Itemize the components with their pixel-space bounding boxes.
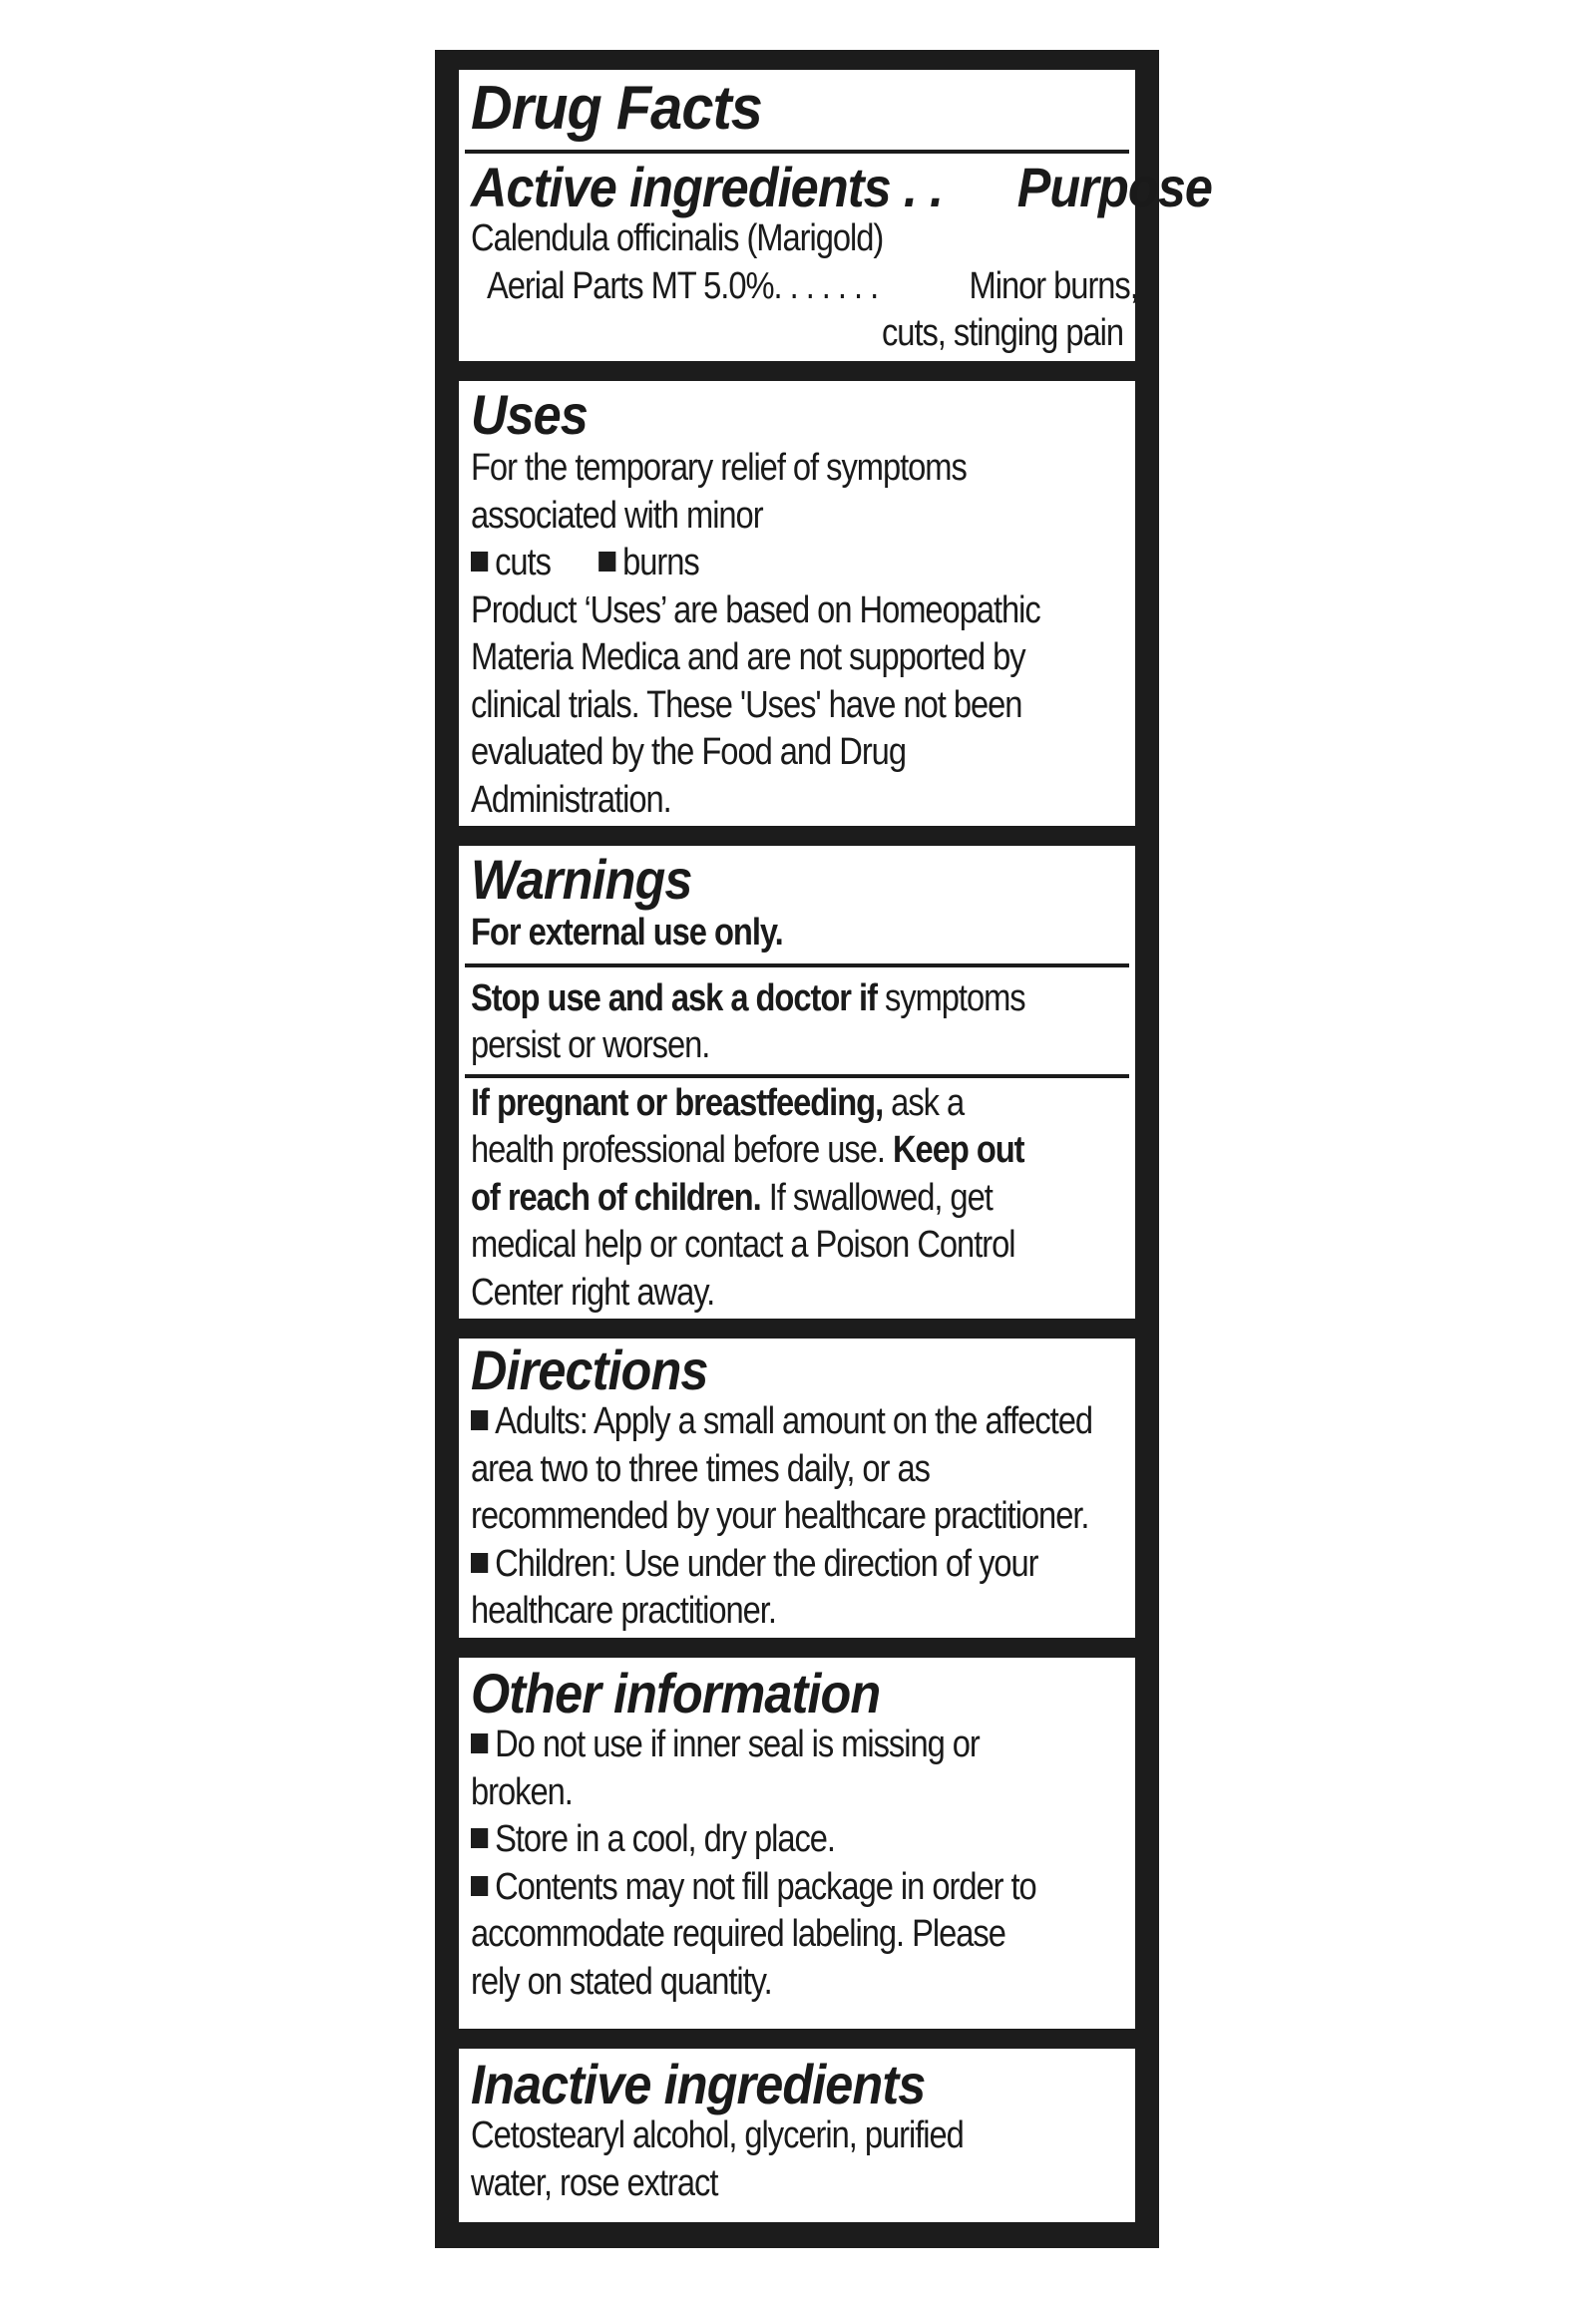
- warnings-panel: [459, 846, 1135, 1319]
- bullet-icon: [471, 1733, 488, 1753]
- purpose-line-2: cuts, stinging pain: [882, 312, 1123, 354]
- uses-heading: Uses: [471, 383, 588, 446]
- pregnancy-line-3: of reach of children. If swallowed, get: [471, 1176, 993, 1219]
- bullet-icon: [471, 1410, 488, 1430]
- uses-note-line: Materia Medica and are not supported by: [471, 636, 1025, 678]
- pregnancy-line: If pregnant or breastfeeding, ask a: [471, 1081, 965, 1124]
- other-information-panel: [459, 1658, 1135, 2029]
- uses-note-line: clinical trials. These 'Uses' have not been: [471, 683, 1022, 726]
- other-line: accommodate required labeling. Please: [471, 1913, 1005, 1955]
- pregnancy-line-5: Center right away.: [471, 1271, 715, 1314]
- bullet-icon: [471, 552, 488, 572]
- ingredient-strength: Aerial Parts MT 5.0%. . . . . . .: [487, 264, 879, 307]
- directions-line: healthcare practitioner.: [471, 1590, 776, 1632]
- directions-line: area two to three times daily, or as: [471, 1447, 930, 1490]
- other-information-heading: Other information: [471, 1662, 881, 1724]
- active-ingredients-panel: [459, 70, 1212, 361]
- uses-panel: [459, 381, 1135, 826]
- other-line: Do not use if inner seal is missing or: [471, 1722, 1031, 1769]
- bullet-icon: [471, 1553, 488, 1573]
- active-ingredients-heading: Active ingredients . .: [471, 156, 944, 218]
- drug-facts-label: [435, 50, 1212, 2248]
- uses-line: For the temporary relief of symptoms: [471, 447, 967, 489]
- uses-bullets: [471, 540, 1031, 587]
- stop-use-line: Stop use and ask a doctor if symptoms: [471, 976, 1025, 1019]
- purpose-line-1: Minor burns,: [969, 264, 1138, 307]
- stop-use-line-2: persist or worsen.: [471, 1024, 710, 1066]
- bullet-icon: [471, 1876, 488, 1896]
- warnings-heading: Warnings: [471, 848, 692, 911]
- directions-heading: Directions: [471, 1339, 708, 1401]
- directions-panel: [459, 1339, 1135, 1638]
- inactive-ingredients-heading: Inactive ingredients: [471, 2053, 926, 2115]
- other-line: broken.: [471, 1770, 573, 1813]
- warnings-divider: [465, 963, 1129, 967]
- uses-note-line: Product ‘Uses’ are based on Homeopathic: [471, 588, 1040, 631]
- directions-line: recommended by your healthcare practitioner.: [471, 1495, 1089, 1537]
- drug-facts-title: Drug Facts: [471, 74, 762, 143]
- other-line: rely on stated quantity.: [471, 1960, 772, 2003]
- uses-note-line: evaluated by the Food and Drug: [471, 731, 906, 773]
- other-line: Contents may not fill package in order to: [471, 1864, 1031, 1912]
- pregnancy-line-4: medical help or contact a Poison Control: [471, 1224, 1015, 1266]
- inactive-ingredients-panel: [459, 2049, 1135, 2222]
- warnings-divider: [465, 1074, 1129, 1078]
- inactive-line: water, rose extract: [471, 2161, 718, 2204]
- bullet-cuts: cuts: [495, 542, 551, 583]
- uses-note-line: Administration.: [471, 778, 671, 821]
- bullet-icon: [598, 552, 615, 572]
- external-use-text: For external use only.: [471, 912, 783, 954]
- directions-line: Children: Use under the direction of your: [471, 1541, 1031, 1589]
- bullet-icon: [471, 1828, 488, 1848]
- pregnancy-line-2: health professional before use. Keep out: [471, 1129, 1024, 1171]
- uses-line: associated with minor: [471, 494, 763, 537]
- ingredient-name: Calendula officinalis (Marigold): [471, 217, 884, 259]
- inactive-line: Cetostearyl alcohol, glycerin, purified: [471, 2114, 964, 2156]
- purpose-heading: Purpose: [1016, 156, 1212, 218]
- directions-line: Adults: Apply a small amount on the affected: [471, 1398, 1031, 1446]
- bullet-burns: burns: [622, 542, 699, 583]
- title-divider: [465, 150, 1129, 154]
- other-line: Store in a cool, dry place.: [471, 1816, 1031, 1864]
